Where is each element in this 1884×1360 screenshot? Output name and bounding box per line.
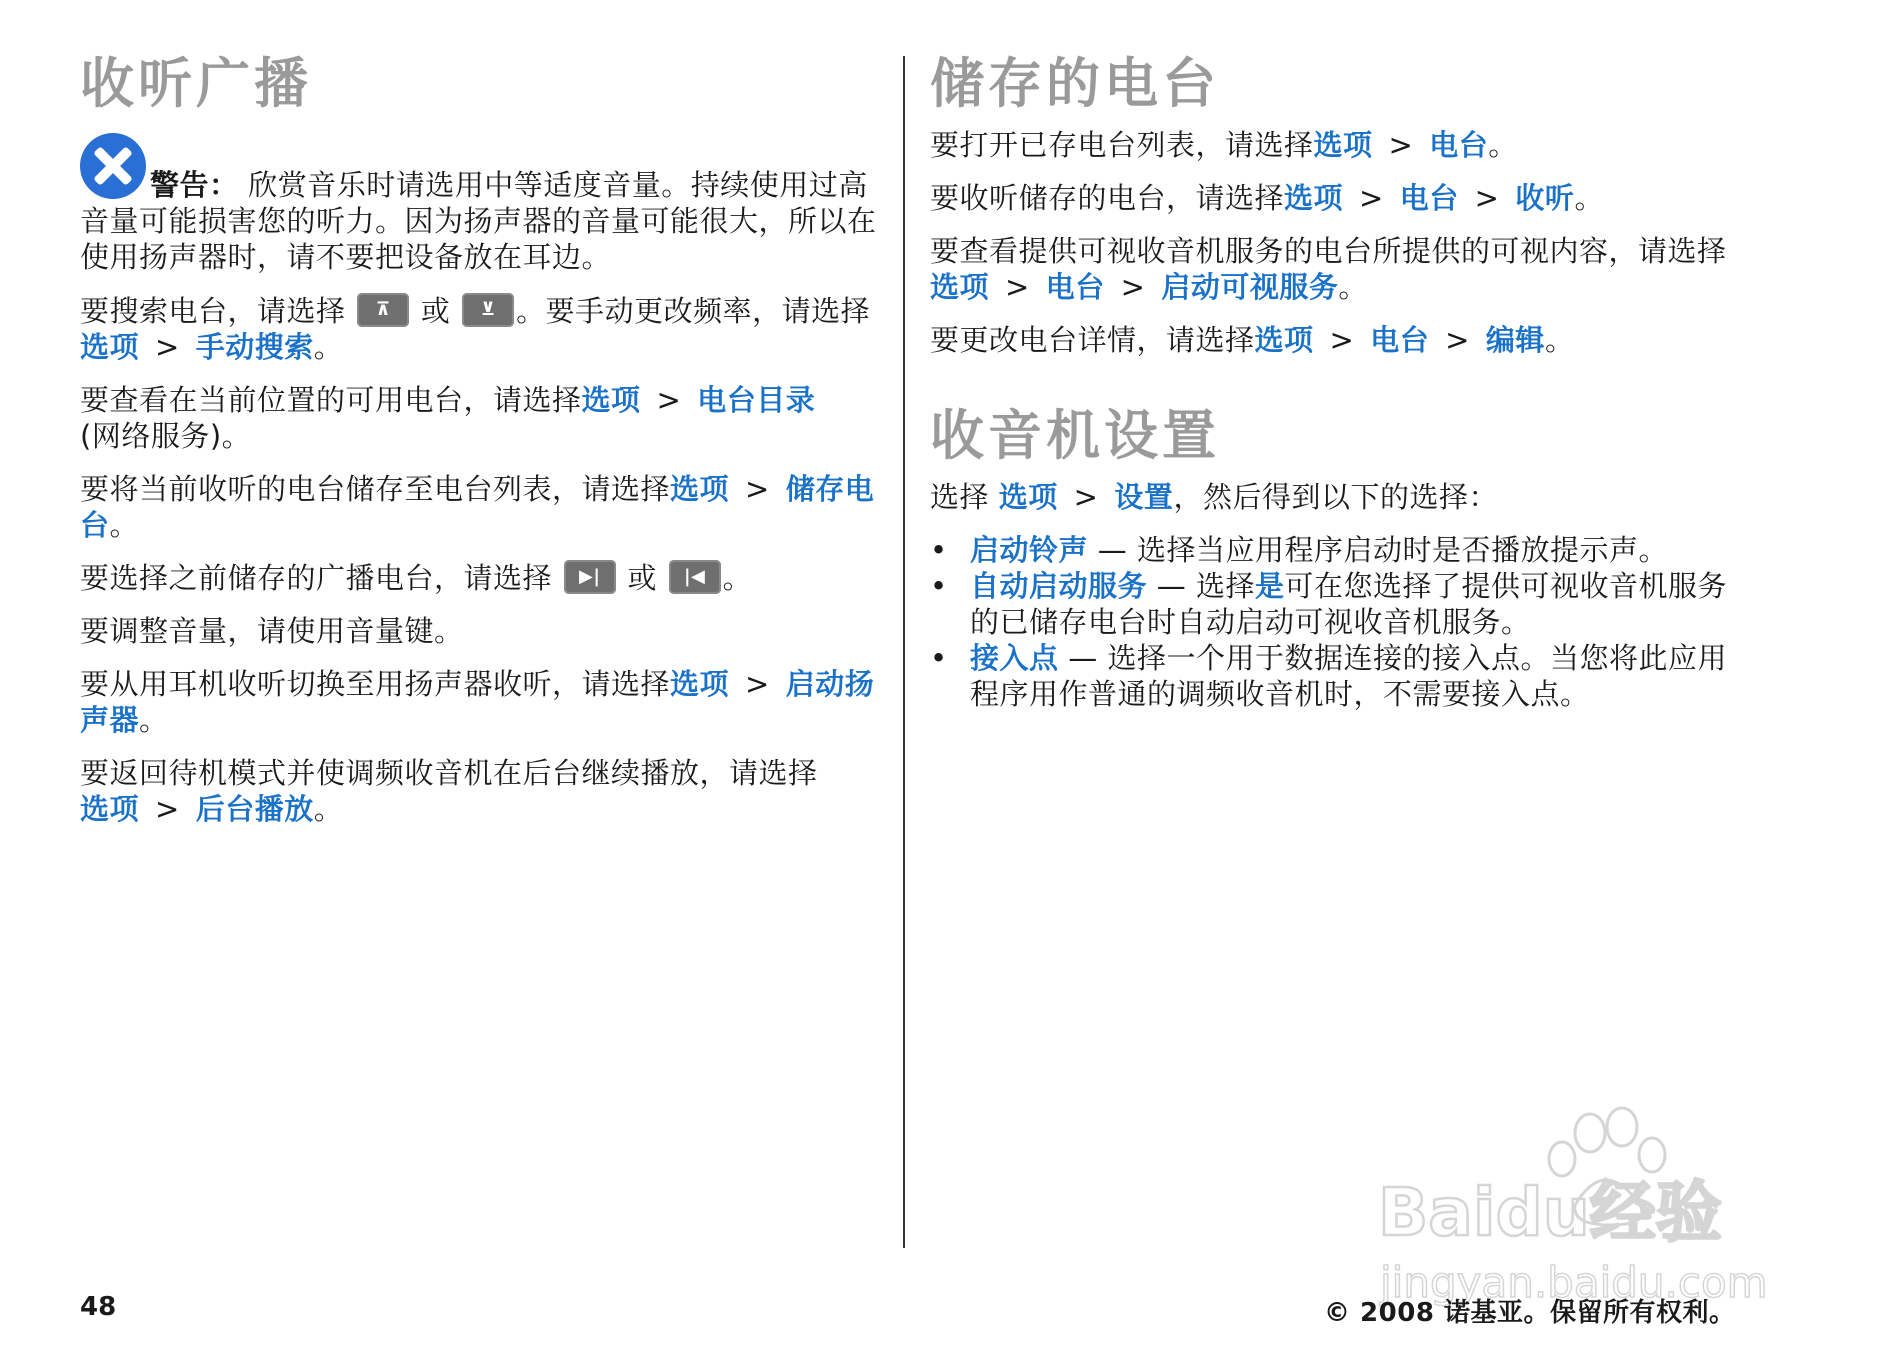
- link-auto-start-service[interactable]: 自动启动服务: [970, 568, 1148, 603]
- link-activate-speaker[interactable]: 启动扬声器: [80, 666, 875, 737]
- page-number: 48: [80, 1292, 117, 1322]
- watermark-brand: Baidu经验: [1378, 1174, 1722, 1251]
- link-stations[interactable]: 电台: [1370, 322, 1430, 357]
- copyright: © 2008 诺基亚。保留所有权利。: [1324, 1298, 1736, 1328]
- option-yes[interactable]: 是: [1254, 568, 1285, 603]
- link-options[interactable]: 选项: [1284, 180, 1344, 215]
- list-item: • 自动启动服务 — 选择是可在您选择了提供可视收音机服务的已储存电台时自动启动可视收音机服务。: [930, 568, 1740, 640]
- separator: >: [1004, 269, 1030, 304]
- paragraph-previous-station: 要选择之前储存的广播电台，请选择 ▶| 或 |◀ 。: [80, 560, 753, 595]
- link-stations[interactable]: 电台: [1429, 127, 1489, 162]
- paragraph-station-directory: 要查看在当前位置的可用电台，请选择选项 > 电台目录 (网络服务)。: [80, 382, 816, 453]
- next-station-key-icon: ▶|: [564, 560, 616, 594]
- link-edit[interactable]: 编辑: [1485, 322, 1545, 357]
- link-startup-tone[interactable]: 启动铃声: [970, 532, 1089, 567]
- link-options[interactable]: 选项: [670, 666, 730, 701]
- scan-down-key-icon: ⊻: [462, 293, 514, 327]
- paragraph-speaker: 要从用耳机收听切换至用扬声器收听，请选择选项 > 启动扬声器。: [80, 666, 875, 737]
- separator: >: [1358, 180, 1384, 215]
- warning-icon: [80, 133, 146, 199]
- separator: >: [744, 471, 770, 506]
- separator: >: [1329, 322, 1355, 357]
- link-settings[interactable]: 设置: [1114, 479, 1174, 514]
- paragraph-settings-intro: 选择 选项 > 设置，然后得到以下的选择：: [930, 479, 1498, 514]
- left-column: [80, 52, 880, 844]
- section-title-saved-stations: 储存的电台: [930, 52, 1220, 115]
- separator: >: [1474, 180, 1500, 215]
- scan-up-key-icon: ⊼: [357, 293, 409, 327]
- link-options[interactable]: 选项: [930, 269, 990, 304]
- section-title-listen-radio: 收听广播: [80, 52, 312, 115]
- separator: >: [154, 329, 180, 364]
- paragraph-edit-station: 要更改电台详情，请选择选项 > 电台 > 编辑。: [930, 322, 1575, 357]
- link-background-play[interactable]: 后台播放: [195, 791, 314, 826]
- link-options[interactable]: 选项: [1313, 127, 1373, 162]
- paragraph-open-list: 要打开已存电台列表，请选择选项 > 电台。: [930, 127, 1518, 162]
- baidu-watermark: [1360, 1085, 1820, 1315]
- settings-list: [930, 532, 1740, 712]
- paragraph-search: 要搜索电台，请选择 ⊼ 或 ⊻ 。要手动更改频率，请选择选项 > 手动搜索。: [80, 293, 871, 364]
- separator: >: [1120, 269, 1146, 304]
- right-column: [930, 52, 1740, 712]
- link-options[interactable]: 选项: [581, 382, 641, 417]
- link-stations[interactable]: 电台: [1399, 180, 1459, 215]
- section-title-radio-settings: 收音机设置: [930, 403, 1220, 467]
- link-access-point[interactable]: 接入点: [970, 640, 1059, 675]
- separator: >: [1073, 479, 1099, 514]
- link-start-visual-service[interactable]: 启动可视服务: [1161, 269, 1339, 304]
- link-options[interactable]: 选项: [80, 329, 140, 364]
- link-options[interactable]: 选项: [1254, 322, 1314, 357]
- paragraph-save-station: 要将当前收听的电台储存至电台列表，请选择选项 > 储存电台。: [80, 471, 875, 542]
- paragraph-visual-service: 要查看提供可视收音机服务的电台所提供的可视内容，请选择选项 > 电台 > 启动可视服务。: [930, 233, 1727, 304]
- warning-label: 警告：: [150, 167, 239, 202]
- paragraph-volume: 要调整音量，请使用音量键。: [80, 613, 464, 648]
- previous-station-key-icon: |◀: [669, 560, 721, 594]
- list-item: • 接入点 — 选择一个用于数据连接的接入点。当您将此应用程序用作普通的调频收音机时，不需要接入点。: [930, 640, 1740, 712]
- paragraph-background-play: 要返回待机模式并使调频收音机在后台继续播放，请选择 选项 > 后台播放。: [80, 755, 818, 826]
- link-stations[interactable]: 电台: [1045, 269, 1105, 304]
- warning-paragraph: [80, 127, 880, 275]
- separator: >: [744, 666, 770, 701]
- separator: >: [1388, 127, 1414, 162]
- column-divider: [903, 56, 905, 1248]
- separator: >: [154, 791, 180, 826]
- watermark-url: jingyan.baidu.com: [1380, 1258, 1768, 1307]
- link-save-station[interactable]: 储存电台: [80, 471, 875, 542]
- link-listen[interactable]: 收听: [1515, 180, 1575, 215]
- link-manual-search[interactable]: 手动搜索: [195, 329, 314, 364]
- list-item: • 启动铃声 — 选择当应用程序启动时是否播放提示声。: [930, 532, 1740, 568]
- link-station-directory[interactable]: 电台目录: [697, 382, 816, 417]
- separator: >: [1445, 322, 1470, 357]
- separator: >: [656, 382, 682, 417]
- link-options[interactable]: 选项: [670, 471, 730, 506]
- link-options[interactable]: 选项: [998, 479, 1058, 514]
- link-options[interactable]: 选项: [80, 791, 140, 826]
- warning-text: 欣赏音乐时请选用中等适度音量。持续使用过高音量可能损害您的听力。因为扬声器的音量可能很大，所以在使用扬声器时，请不要把设备放在耳边。: [80, 167, 877, 274]
- paragraph-listen-saved: 要收听储存的电台，请选择选项 > 电台 > 收听。: [930, 180, 1604, 215]
